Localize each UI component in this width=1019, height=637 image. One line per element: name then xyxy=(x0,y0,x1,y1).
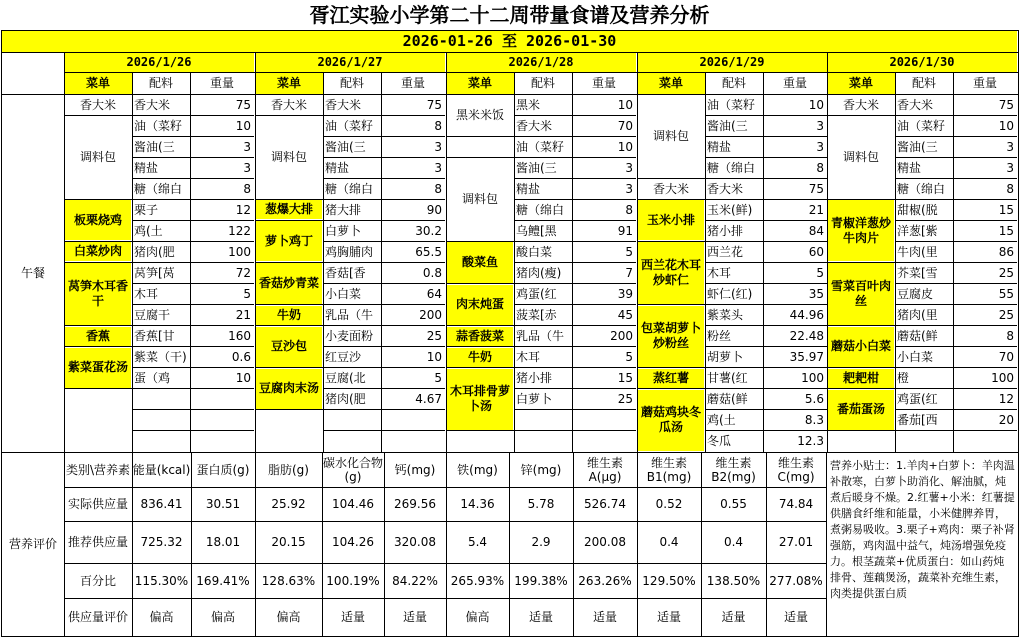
weight-cell: 8 xyxy=(243,181,251,196)
nutrition-row-label: 供应量评价 xyxy=(67,609,128,624)
nutrition-value-cell: 263.26% xyxy=(578,573,632,588)
weight-cell: 3 xyxy=(625,160,633,175)
weight-cell: 15 xyxy=(998,202,1014,217)
ingredient-cell: 精盐 xyxy=(325,160,350,175)
ingredient-cell: 糖（绵白 xyxy=(897,181,946,196)
ingredient-cell: 油（菜籽 xyxy=(325,118,374,133)
weight-cell: 86 xyxy=(998,244,1014,259)
ingredient-cell: 西兰花 xyxy=(707,244,744,259)
day-date-header: 2026/1/28 xyxy=(446,52,636,72)
dish-cell: 玉米小排 xyxy=(638,200,704,240)
nutrition-value-cell: 适量 xyxy=(402,609,427,624)
nutrition-row-label: 百分比 xyxy=(79,573,116,588)
ingredient-cell: 油（菜籽 xyxy=(897,118,946,133)
col-ingredient-header: 配料 xyxy=(911,76,936,90)
ingredient-cell: 玉米(鲜) xyxy=(707,202,753,217)
nutrition-tip: 营养小贴士：1.羊肉+白萝卜：羊肉温补散寒，白萝卜助消化、解油腻，炖煮后暖身不燥。2.红薯+小米：红薯提供膳食纤维和能量，小米健脾养胃，煮粥易吸收。3.栗子+鸡肉：栗子补肾强筋，鸡肉温中益气，炖汤增强免疫力。根茎蔬菜+优质蛋白：如山药炖排骨、莲藕煲汤，蔬菜补充维生素，肉类提供蛋白质 xyxy=(830,459,1015,600)
dish-cell: 香菇炒青菜 xyxy=(256,263,322,303)
meal-label: 午餐 xyxy=(20,266,45,280)
nutrition-header-cell: 维生素B2(mg) xyxy=(711,455,756,484)
nutrition-value-cell: 27.01 xyxy=(778,535,814,549)
dish-cell: 调料包 xyxy=(652,129,689,144)
ingredient-cell: 鸡(土 xyxy=(707,413,736,428)
nutrition-value-cell: 84.22% xyxy=(392,573,438,588)
weight-cell: 25 xyxy=(998,265,1014,280)
dish-cell: 板栗烧鸡 xyxy=(65,200,131,240)
nutrition-header-cell: 维生素A(μg) xyxy=(586,455,623,484)
nutrition-value-cell: 适量 xyxy=(721,609,746,624)
weight-cell: 3 xyxy=(816,139,824,154)
nutrition-value-cell: 269.56 xyxy=(394,497,436,511)
weight-cell: 8 xyxy=(434,118,442,133)
weight-cell: 20 xyxy=(998,413,1014,428)
col-dish-header: 菜单 xyxy=(64,72,132,94)
dish-cell: 蘑菇鸡块冬瓜汤 xyxy=(638,390,704,451)
dish-cell: 包菜胡萝卜炒粉丝 xyxy=(638,306,704,367)
ingredient-cell: 乳品（牛 xyxy=(516,329,565,344)
day-date-header: 2026/1/27 xyxy=(255,52,445,72)
nutrition-value-cell: 适量 xyxy=(592,609,617,624)
weight-cell: 65.5 xyxy=(415,244,442,259)
weight-cell xyxy=(190,431,254,452)
ingredient-cell: 紫菜（干) xyxy=(134,350,187,365)
ingredient-cell: 糖（绵白 xyxy=(707,160,756,175)
weight-cell: 8 xyxy=(434,181,442,196)
ingredient-cell: 油（菜籽 xyxy=(134,118,183,133)
weight-cell: 64 xyxy=(426,287,442,302)
ingredient-cell: 鸡(土 xyxy=(134,223,163,238)
weight-cell: 5 xyxy=(816,265,824,280)
ingredient-cell xyxy=(323,431,381,452)
nutrition-value-cell: 5.78 xyxy=(527,497,555,511)
col-dish-header: 菜单 xyxy=(637,72,705,94)
weight-cell: 84 xyxy=(808,223,824,238)
ingredient-cell: 糖（绵白 xyxy=(325,181,374,196)
dish-cell: 调料包 xyxy=(461,192,498,207)
nutrition-header-cell: 维生素C(mg) xyxy=(777,455,815,484)
weight-cell: 30.2 xyxy=(415,223,442,238)
dish-cell: 蘑菇小白菜 xyxy=(828,327,894,367)
ingredient-cell: 蘑菇(鲜 xyxy=(897,329,938,344)
weight-cell: 8 xyxy=(625,202,633,217)
weight-cell: 3 xyxy=(1006,139,1014,154)
ingredient-cell: 芥菜[雪 xyxy=(897,265,938,280)
nutrition-value-cell: 138.50% xyxy=(706,573,761,588)
weight-cell: 60 xyxy=(808,244,824,259)
ingredient-cell: 菠菜[赤 xyxy=(516,308,557,323)
ingredient-cell: 糖（绵白 xyxy=(134,181,183,196)
weight-cell: 10 xyxy=(235,118,251,133)
ingredient-cell: 小麦面粉 xyxy=(325,329,374,344)
dish-cell: 香大米 xyxy=(652,181,689,196)
ingredient-cell: 白萝卜 xyxy=(325,223,362,238)
dish-cell: 耙耙柑 xyxy=(828,369,894,388)
nutrition-value-cell: 适量 xyxy=(528,609,553,624)
ingredient-cell xyxy=(895,431,953,452)
nutrition-value-cell: 0.4 xyxy=(723,535,744,549)
ingredient-cell: 鸡蛋(红 xyxy=(897,392,938,407)
col-ingredient-header: 配料 xyxy=(339,76,364,90)
nutrition-row-label: 实际供应量 xyxy=(67,497,128,511)
nutrition-value-cell: 129.50% xyxy=(642,573,696,588)
nutrition-value-cell: 适量 xyxy=(783,609,808,624)
ingredient-cell: 酱油(三 xyxy=(134,139,175,154)
ingredient-cell: 红豆沙 xyxy=(325,350,362,365)
ingredient-cell: 香大米 xyxy=(134,97,171,112)
ingredient-cell: 香大米 xyxy=(516,118,553,133)
ingredient-cell: 香蕉[甘 xyxy=(134,329,175,344)
ingredient-cell: 猪肉(里 xyxy=(897,308,938,323)
ingredient-cell: 精盐 xyxy=(897,160,922,175)
weight-cell: 3 xyxy=(1006,160,1014,175)
weight-cell: 10 xyxy=(617,97,633,112)
nutrition-value-cell: 115.30% xyxy=(134,573,189,588)
nutrition-value-cell: 0.4 xyxy=(659,535,679,549)
weight-cell: 39 xyxy=(617,287,633,302)
weight-cell: 3 xyxy=(434,160,442,175)
nutrition-value-cell: 265.93% xyxy=(450,573,505,588)
weight-cell: 91 xyxy=(617,223,633,238)
ingredient-cell: 酱油(三 xyxy=(707,118,748,133)
ingredient-cell: 粉丝 xyxy=(707,329,732,344)
ingredient-cell: 糖（绵白 xyxy=(516,202,565,217)
dish-cell: 香大米 xyxy=(270,97,307,112)
col-weight-header: 重量 xyxy=(209,76,234,90)
weight-cell: 5 xyxy=(625,350,633,365)
ingredient-cell: 甘薯(红 xyxy=(707,371,748,386)
weight-cell: 4.67 xyxy=(415,392,442,407)
col-ingredient-header: 配料 xyxy=(721,76,746,90)
nutrition-value-cell: 128.63% xyxy=(261,573,316,588)
nutrition-value-cell: 320.08 xyxy=(394,535,436,549)
nutrition-value-cell: 20.15 xyxy=(271,535,306,549)
weight-cell: 8 xyxy=(1006,181,1014,196)
nutrition-header-cell: 类别\营养素 xyxy=(65,462,131,477)
weight-cell: 75 xyxy=(235,97,251,112)
ingredient-cell: 冬瓜 xyxy=(707,434,732,449)
weight-cell: 70 xyxy=(617,118,633,133)
ingredient-cell: 小白菜 xyxy=(897,350,934,365)
weight-cell: 15 xyxy=(998,223,1014,238)
ingredient-cell: 蘑菇(鲜 xyxy=(707,392,748,407)
weight-cell: 35 xyxy=(808,287,824,302)
nutrition-value-cell: 169.41% xyxy=(196,573,250,588)
nutrition-value-cell: 偏高 xyxy=(276,609,301,624)
col-weight-header: 重量 xyxy=(591,76,616,90)
weight-cell: 25 xyxy=(426,329,442,344)
weight-cell xyxy=(381,410,445,431)
weight-cell: 70 xyxy=(998,350,1014,365)
weight-cell: 10 xyxy=(998,118,1014,133)
dish-cell: 番茄蛋汤 xyxy=(828,390,894,430)
ingredient-cell: 蛋（鸡 xyxy=(134,371,171,386)
ingredient-cell: 酱油(三 xyxy=(325,139,366,154)
col-ingredient-header: 配料 xyxy=(530,76,555,90)
nutrition-header-cell: 碳水化合物(g) xyxy=(322,455,383,484)
weight-cell: 8 xyxy=(1006,329,1014,344)
dish-cell xyxy=(255,410,323,452)
ingredient-cell: 紫菜头 xyxy=(707,308,744,323)
dish-cell: 萝卜鸡丁 xyxy=(256,221,322,261)
weight-cell: 75 xyxy=(426,97,442,112)
ingredient-cell: 油（菜籽 xyxy=(516,139,565,154)
nutrition-value-cell: 526.74 xyxy=(584,497,626,511)
ingredient-cell xyxy=(132,431,190,452)
nutrition-value-cell: 偏高 xyxy=(210,609,235,624)
day-date-header: 2026/1/29 xyxy=(637,52,827,72)
ingredient-cell: 精盐 xyxy=(707,139,732,154)
nutrition-value-cell: 277.08% xyxy=(769,573,823,588)
nutrition-value-cell: 适量 xyxy=(340,609,365,624)
dish-cell: 酸菜鱼 xyxy=(447,242,513,282)
dish-cell: 木耳排骨萝卜汤 xyxy=(447,369,513,430)
weight-cell: 90 xyxy=(426,202,442,217)
weight-cell: 160 xyxy=(228,329,251,344)
weight-cell: 5 xyxy=(434,371,442,386)
dish-cell: 白菜炒肉 xyxy=(65,242,131,261)
weight-cell: 44.96 xyxy=(789,308,824,323)
nutrition-value-cell: 74.84 xyxy=(778,497,814,511)
weight-cell: 100 xyxy=(228,244,251,259)
ingredient-cell: 橙 xyxy=(897,371,910,386)
day-date-header: 2026/1/30 xyxy=(827,52,1017,72)
weight-cell: 10 xyxy=(426,350,442,365)
col-dish-header: 菜单 xyxy=(255,72,323,94)
weight-cell: 15 xyxy=(617,371,633,386)
ingredient-cell: 甜椒(脱 xyxy=(897,202,938,217)
nutrition-value-cell: 0.55 xyxy=(720,497,747,511)
weight-cell: 72 xyxy=(235,265,251,280)
ingredient-cell: 猪肉(肥 xyxy=(325,392,366,407)
weight-cell: 8 xyxy=(816,160,824,175)
dish-cell: 调料包 xyxy=(842,150,879,165)
dish-cell: 香大米 xyxy=(842,97,879,112)
ingredient-cell: 香菇[香 xyxy=(325,265,366,280)
ingredient-cell: 胡萝卜 xyxy=(707,350,744,365)
weight-cell xyxy=(953,431,1017,452)
weight-cell: 55 xyxy=(998,287,1014,302)
weight-cell: 8.3 xyxy=(804,413,824,428)
weight-cell: 0.6 xyxy=(231,350,251,365)
nutrition-value-cell: 100.19% xyxy=(326,573,380,588)
ingredient-cell: 虾仁(红) xyxy=(707,287,753,302)
dish-cell xyxy=(446,136,514,157)
nutrition-value-cell: 偏高 xyxy=(465,609,490,624)
col-weight-header: 重量 xyxy=(400,76,425,90)
weight-cell xyxy=(190,389,254,410)
col-dish-header: 菜单 xyxy=(446,72,514,94)
dish-cell: 雪菜百叶肉丝 xyxy=(828,263,894,324)
nutrition-header-cell: 能量(kcal) xyxy=(132,462,191,477)
ingredient-cell xyxy=(132,389,190,410)
weight-cell: 12 xyxy=(998,392,1014,407)
date-range: 2026-01-26 至 2026-01-30 xyxy=(2,30,1017,52)
nutrition-value-cell: 适量 xyxy=(656,609,681,624)
weight-cell: 21 xyxy=(808,202,824,217)
weight-cell: 3 xyxy=(243,160,251,175)
ingredient-cell: 木耳 xyxy=(516,350,541,365)
ingredient-cell: 木耳 xyxy=(134,287,159,302)
weight-cell xyxy=(572,431,636,452)
dish-cell: 香大米 xyxy=(79,97,116,112)
ingredient-cell: 猪肉(肥 xyxy=(134,244,175,259)
nutrition-value-cell: 5.4 xyxy=(467,535,488,549)
ingredient-cell: 黑米 xyxy=(516,97,541,112)
nutrition-header-cell: 锌(mg) xyxy=(520,462,562,477)
nutrition-header-cell: 蛋白质(g) xyxy=(196,462,250,477)
weight-cell: 200 xyxy=(610,329,633,344)
nutrition-value-cell: 30.51 xyxy=(205,497,241,511)
dish-cell xyxy=(827,431,895,452)
weight-cell: 10 xyxy=(235,371,251,386)
col-dish-header: 菜单 xyxy=(827,72,895,94)
weight-cell: 100 xyxy=(801,371,824,386)
col-ingredient-header: 配料 xyxy=(148,76,173,90)
dish-cell: 豆腐肉末汤 xyxy=(256,369,322,409)
ingredient-cell xyxy=(132,410,190,431)
weight-cell: 75 xyxy=(998,97,1014,112)
dish-cell: 香蕉 xyxy=(65,327,131,346)
ingredient-cell: 酱油(三 xyxy=(516,160,557,175)
dish-cell: 豆沙包 xyxy=(256,327,322,367)
ingredient-cell: 香大米 xyxy=(897,97,934,112)
ingredient-cell: 乌鳢[黑 xyxy=(516,223,557,238)
weight-cell: 7 xyxy=(625,265,633,280)
dish-cell: 黑米米饭 xyxy=(455,108,504,123)
weight-cell: 10 xyxy=(808,97,824,112)
dish-cell: 莴笋木耳香干 xyxy=(65,263,131,324)
ingredient-cell: 精盐 xyxy=(134,160,159,175)
col-weight-header: 重量 xyxy=(782,76,807,90)
page-title: 胥江实验小学第二十二周带量食谱及营养分析 xyxy=(309,3,710,27)
ingredient-cell: 豆腐(北 xyxy=(325,371,366,386)
ingredient-cell: 番茄[西 xyxy=(897,413,938,428)
ingredient-cell: 酱油(三 xyxy=(897,139,938,154)
weight-cell: 25 xyxy=(617,392,633,407)
weight-cell: 5 xyxy=(243,287,251,302)
ingredient-cell: 小白菜 xyxy=(325,287,362,302)
day-date-header: 2026/1/26 xyxy=(64,52,254,72)
ingredient-cell: 精盐 xyxy=(516,181,541,196)
ingredient-cell: 猪小排 xyxy=(707,223,744,238)
dish-cell: 蒸红薯 xyxy=(638,369,704,388)
weight-cell: 5 xyxy=(625,244,633,259)
dish-cell xyxy=(64,389,132,452)
nutrition-value-cell: 725.32 xyxy=(140,535,183,549)
nutrition-value-cell: 14.36 xyxy=(460,497,495,511)
nutrition-value-cell: 199.38% xyxy=(514,573,568,588)
dish-cell: 调料包 xyxy=(79,150,116,165)
ingredient-cell: 栗子 xyxy=(134,202,159,217)
ingredient-cell xyxy=(514,410,572,431)
weight-cell: 122 xyxy=(228,223,251,238)
ingredient-cell: 香大米 xyxy=(707,181,744,196)
weight-cell xyxy=(381,431,445,452)
nutrition-value-cell: 104.46 xyxy=(332,497,374,511)
weight-cell: 35.97 xyxy=(789,350,824,365)
nutrition-value-cell: 偏高 xyxy=(149,609,174,624)
dish-cell: 青椒洋葱炒牛肉片 xyxy=(828,200,894,261)
nutrition-value-cell: 0.52 xyxy=(655,497,683,511)
weight-cell: 3 xyxy=(816,118,824,133)
ingredient-cell xyxy=(323,410,381,431)
ingredient-cell: 白萝卜 xyxy=(516,392,553,407)
ingredient-cell xyxy=(514,431,572,452)
nutrition-value-cell: 836.41 xyxy=(140,497,183,511)
ingredient-cell: 豆腐干 xyxy=(134,308,171,323)
weight-cell: 25 xyxy=(998,308,1014,323)
dish-cell: 肉末炖蛋 xyxy=(447,285,513,325)
ingredient-cell: 莴笋[莴 xyxy=(134,265,175,280)
weight-cell: 12.3 xyxy=(797,434,824,449)
weight-cell: 200 xyxy=(419,308,442,323)
dish-cell: 蒜香菠菜 xyxy=(447,327,513,346)
nutrition-row-label: 推荐供应量 xyxy=(67,535,128,549)
weight-cell: 5.6 xyxy=(804,392,824,407)
ingredient-cell: 猪大排 xyxy=(325,202,362,217)
ingredient-cell: 油（菜籽 xyxy=(707,97,756,112)
dish-cell: 紫菜蛋花汤 xyxy=(65,348,131,388)
ingredient-cell: 木耳 xyxy=(707,265,732,280)
ingredient-cell: 猪肉(瘦) xyxy=(516,265,562,280)
ingredient-cell: 牛肉(里 xyxy=(897,244,938,259)
dish-cell: 牛奶 xyxy=(256,306,322,325)
ingredient-cell: 猪小排 xyxy=(516,371,553,386)
nutrition-value-cell: 18.01 xyxy=(205,535,241,549)
ingredient-cell: 酸白菜 xyxy=(516,244,553,259)
weight-cell: 100 xyxy=(991,371,1014,386)
nutrition-header-cell: 维生素B1(mg) xyxy=(646,455,692,484)
ingredient-cell: 鸡蛋(红 xyxy=(516,287,557,302)
ingredient-cell: 豆腐皮 xyxy=(897,287,934,302)
dish-cell: 葱爆大排 xyxy=(256,200,322,219)
dish-cell: 西兰花木耳炒虾仁 xyxy=(638,242,704,303)
weight-cell xyxy=(572,410,636,431)
nutrition-header-cell: 钙(mg) xyxy=(394,462,436,477)
weight-cell: 45 xyxy=(617,308,633,323)
nutrition-value-cell: 104.26 xyxy=(332,535,374,549)
col-weight-header: 重量 xyxy=(972,76,997,90)
weight-cell: 75 xyxy=(808,181,824,196)
nutrition-value-cell: 2.9 xyxy=(531,535,551,549)
weight-cell: 22.48 xyxy=(789,329,824,344)
weight-cell: 12 xyxy=(235,202,251,217)
nutrition-header-cell: 铁(mg) xyxy=(457,462,498,477)
weight-cell: 3 xyxy=(434,139,442,154)
ingredient-cell: 香大米 xyxy=(325,97,362,112)
dish-cell: 牛奶 xyxy=(447,348,513,367)
eval-label: 营养评价 xyxy=(8,536,57,551)
weight-cell: 3 xyxy=(243,139,251,154)
dish-cell: 调料包 xyxy=(270,150,307,165)
weight-cell xyxy=(190,410,254,431)
weight-cell: 10 xyxy=(617,139,633,154)
weight-cell: 21 xyxy=(235,308,251,323)
nutrition-header-cell: 脂肪(g) xyxy=(268,462,309,477)
weight-cell: 0.8 xyxy=(422,265,442,280)
nutrition-value-cell: 25.92 xyxy=(271,497,306,511)
ingredient-cell: 乳品（牛 xyxy=(325,308,374,323)
weight-cell: 3 xyxy=(625,181,633,196)
ingredient-cell: 洋葱[紫 xyxy=(897,223,938,238)
ingredient-cell: 鸡胸脯肉 xyxy=(325,244,374,259)
nutrition-value-cell: 200.08 xyxy=(584,535,626,549)
